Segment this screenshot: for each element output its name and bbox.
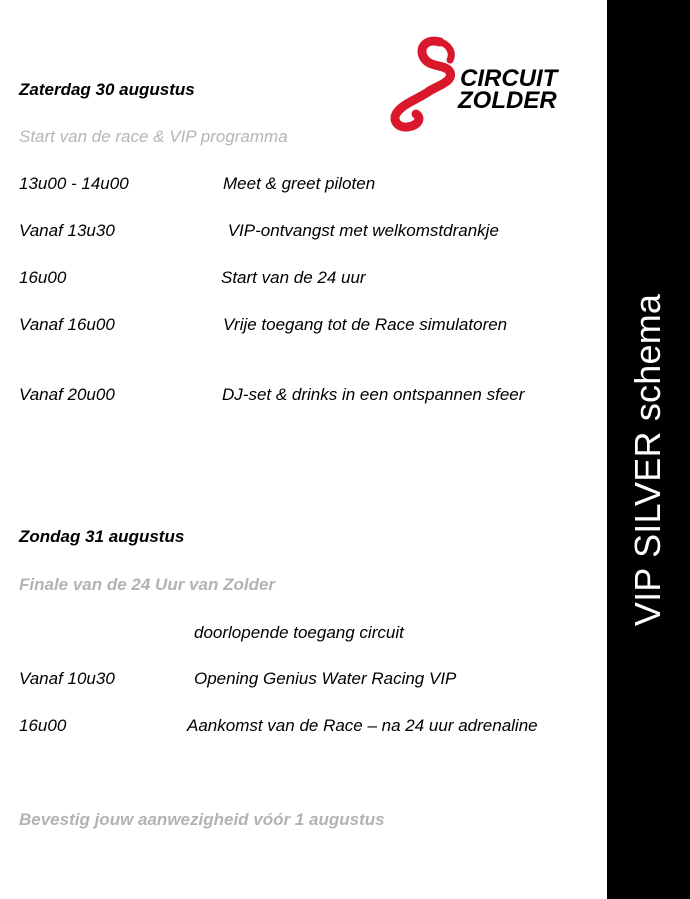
saturday-row-4-desc: Vrije toegang tot de Race simulatoren (223, 315, 508, 334)
saturday-row-5-desc: DJ-set & drinks in een ontspannen sfeer (222, 385, 525, 404)
sidebar-title: VIP SILVER schema (627, 293, 668, 627)
sunday-row-2-desc: Opening Genius Water Racing VIP (194, 669, 457, 688)
sunday-row-2-time: Vanaf 10u30 (19, 669, 115, 688)
saturday-heading: Zaterdag 30 augustus (19, 80, 195, 99)
saturday-row-1-desc: Meet & greet piloten (223, 174, 376, 193)
sunday-row-3-desc: Aankomst van de Race – na 24 uur adrenaline (187, 716, 538, 735)
sunday-row-1-desc: doorlopende toegang circuit (194, 623, 404, 642)
sunday-subtitle: Finale van de 24 Uur van Zolder (19, 575, 276, 594)
logo-line2: ZOLDER (458, 87, 557, 114)
saturday-row-1-time: 13u00 - 14u00 (19, 174, 129, 193)
sunday-row-3-time: 16u00 (19, 716, 67, 735)
saturday-row-4-time: Vanaf 16u00 (19, 315, 115, 334)
rsvp-note: Bevestig jouw aanwezigheid vóór 1 augustus (19, 810, 385, 829)
circuit-zolder-logo (388, 34, 578, 134)
sunday-heading: Zondag 31 augustus (19, 527, 185, 546)
saturday-row-5-time: Vanaf 20u00 (19, 385, 115, 404)
sidebar-banner (607, 0, 690, 899)
saturday-subtitle: Start van de race & VIP programma (19, 127, 288, 146)
logo-line1: CIRCUIT (460, 65, 558, 92)
saturday-row-2-desc: VIP-ontvangst met welkomstdrankje (223, 221, 499, 240)
saturday-row-2-time: Vanaf 13u30 (19, 221, 115, 240)
saturday-row-3-desc: Start van de 24 uur (221, 268, 366, 287)
saturday-row-3-time: 16u00 (19, 268, 67, 287)
